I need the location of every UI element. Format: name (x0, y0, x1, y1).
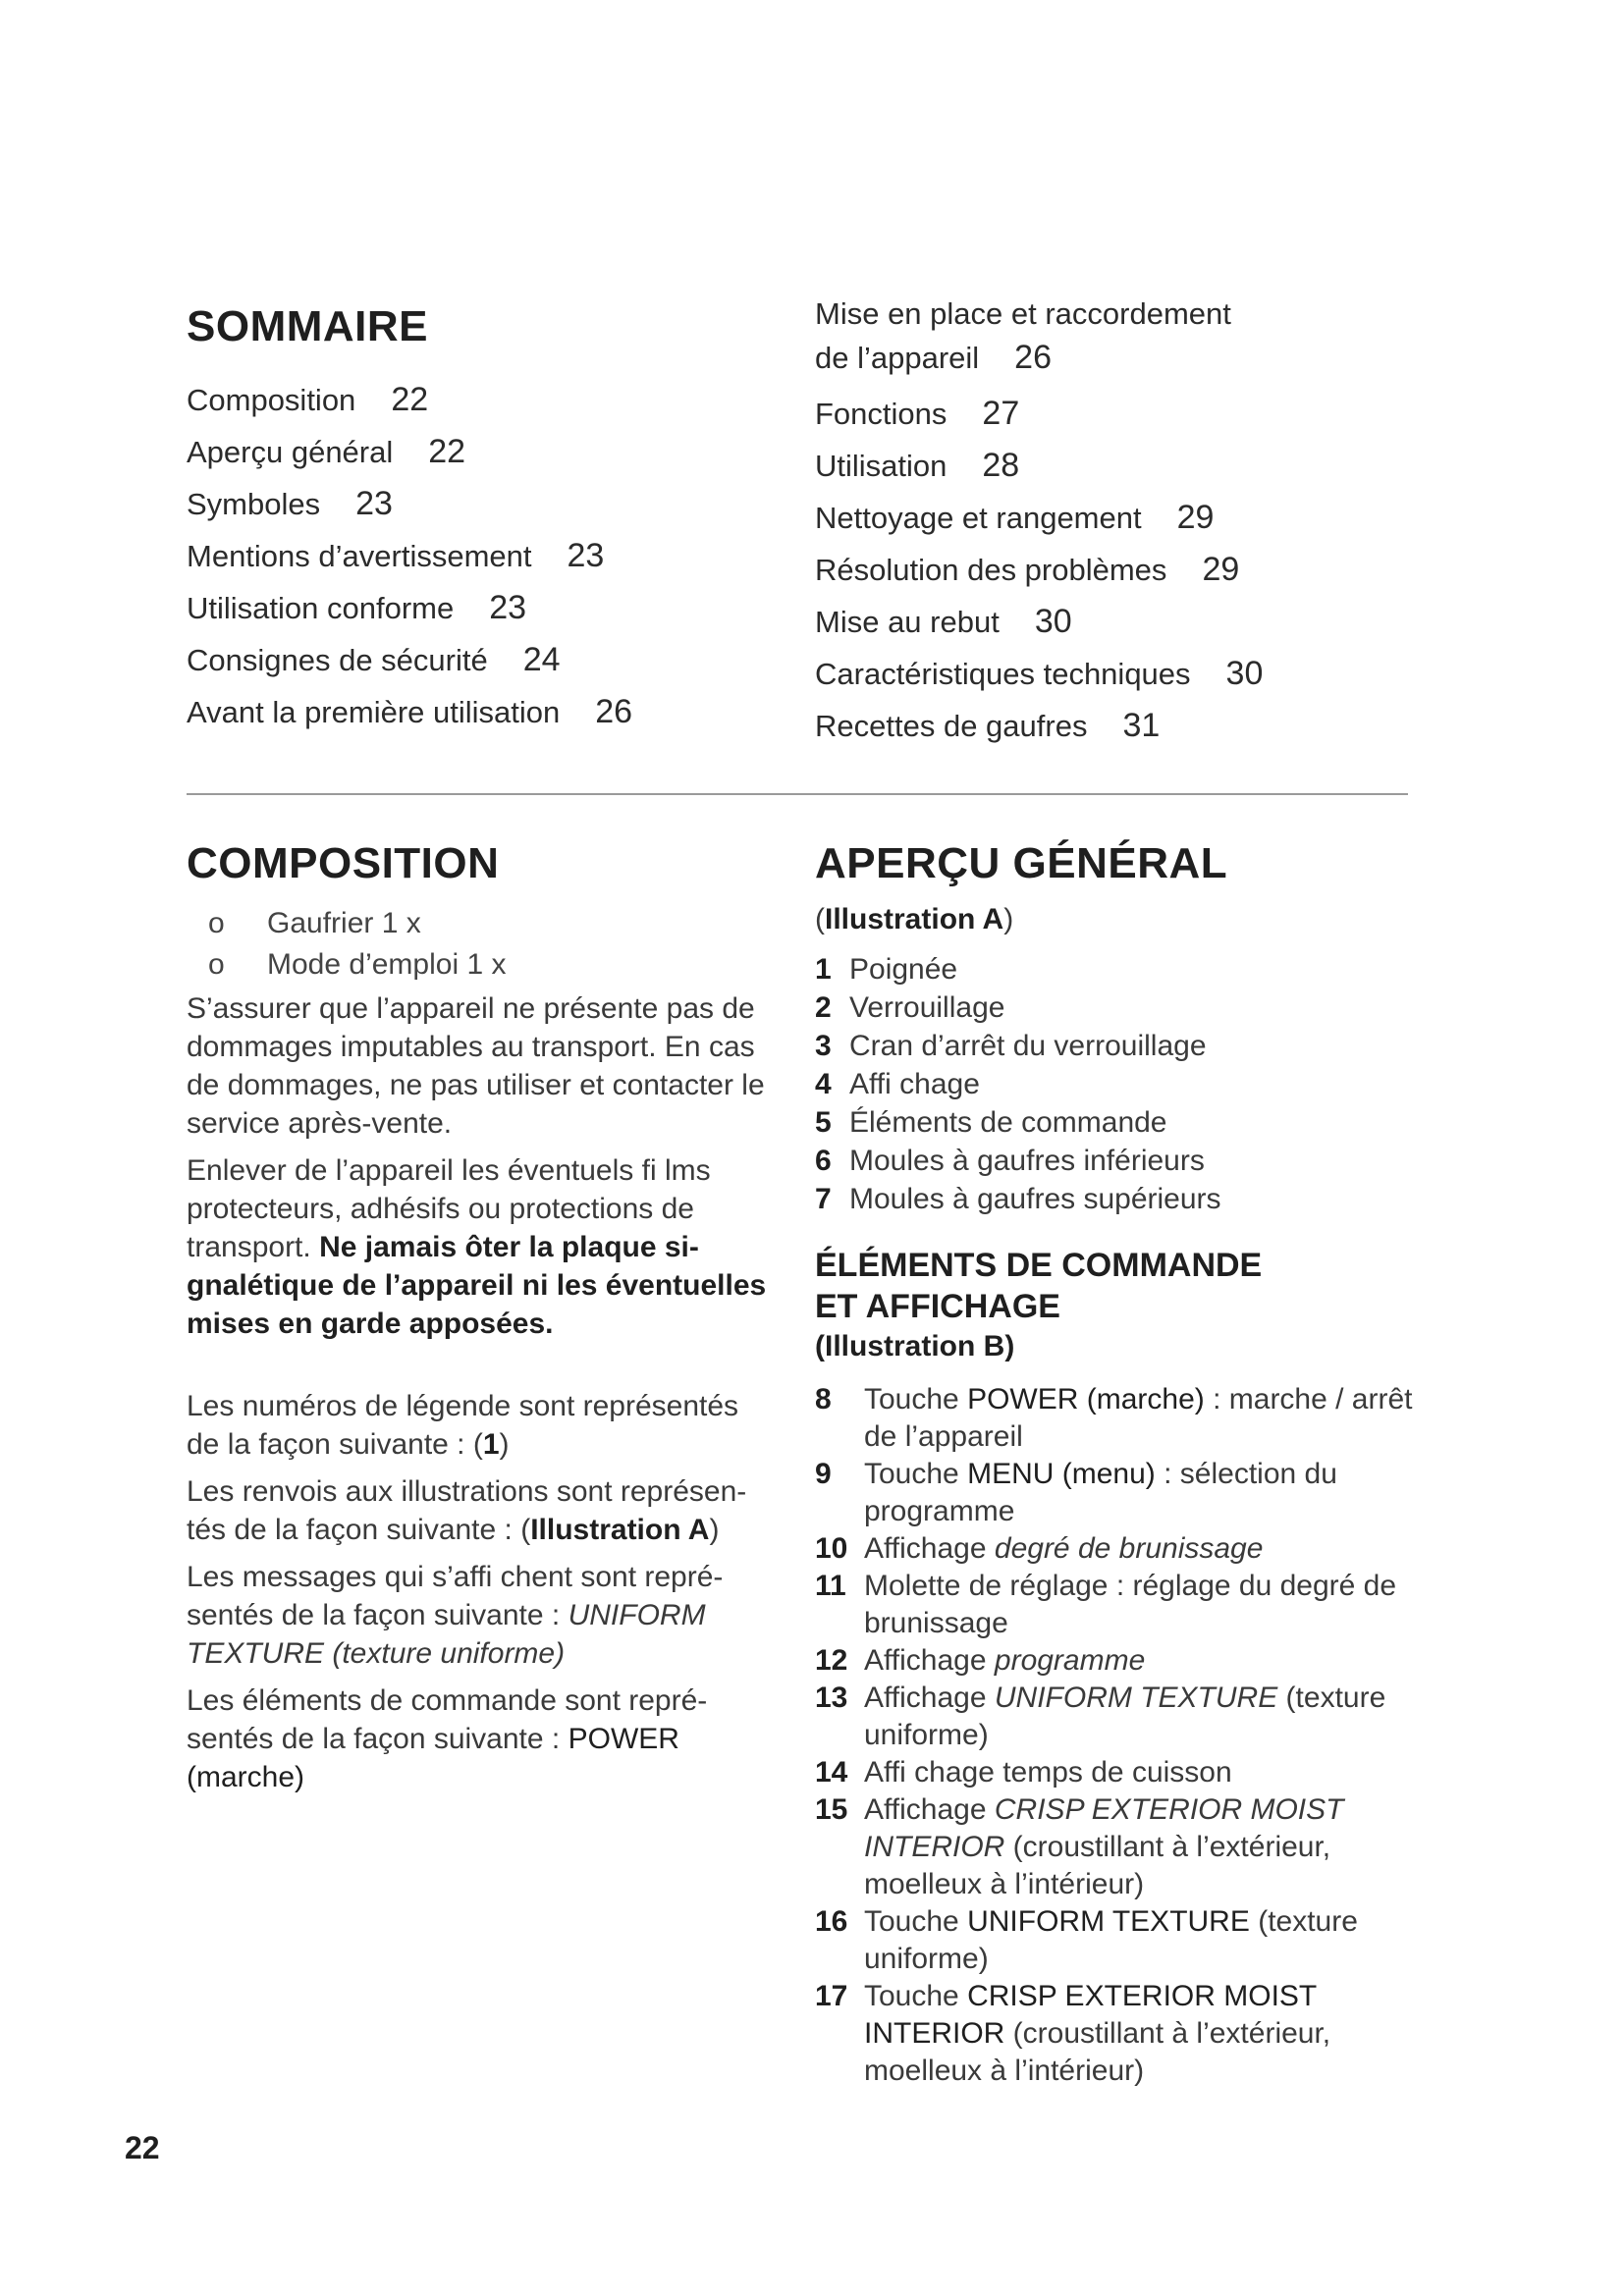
toc-item[interactable]: Caractéristiques techniques 30 (815, 655, 1264, 692)
toc-item[interactable]: Nettoyage et rangement 29 (815, 499, 1215, 536)
list-item: 13 Affichage UNIFORM TEXTURE (texture uniforme) (815, 1682, 1386, 1751)
toc-item[interactable]: Composition 22 (187, 381, 429, 418)
list-item: 5 Éléments de commande (815, 1106, 1167, 1139)
apercu-list (815, 950, 1221, 1218)
elements-list (815, 1381, 1414, 2090)
list-item: 6 Moules à gaufres inférieurs (815, 1145, 1205, 1177)
list-item: 11 Molette de réglage : réglage du degré de brunissage (815, 1570, 1397, 1639)
composition-title: COMPOSITION (187, 839, 500, 887)
list-item: 3 Cran d’arrêt du verrouillage (815, 1030, 1207, 1062)
list-item: 1 Poignée (815, 953, 958, 986)
paragraph: Les messages qui s’affi chent sont repré-sentés de la façon suivante : UNIFORM TEXTURE (texture uniforme) (187, 1561, 724, 1670)
composition-body (187, 989, 776, 1805)
elements-heading: ÉLÉMENTS DE COMMANDE ET AFFICHAGE (Illustration B) (815, 1247, 1263, 1362)
list-item: o Gaufrier 1 x (187, 903, 506, 944)
toc-item[interactable]: Fonctions 27 (815, 395, 1020, 432)
sommaire-title: SOMMAIRE (187, 302, 428, 350)
list-item: 15 Affichage CRISP EXTERIOR MOIST INTERIOR (croustillant à l’extérieur, moelleux à l’intérieur) (815, 1793, 1344, 1900)
toc-left (187, 374, 632, 738)
toc-item[interactable]: Recettes de gaufres 31 (815, 707, 1161, 744)
list-item: 16 Touche UNIFORM TEXTURE (texture uniforme) (815, 1905, 1358, 1975)
bullet-icon: o (208, 907, 225, 939)
toc-right (815, 293, 1263, 752)
list-item: 8 Touche POWER (marche) : marche / arrêt de l’appareil (815, 1383, 1413, 1453)
list-item: o Mode d’emploi 1 x (187, 944, 506, 986)
list-item: 9 Touche MENU (menu) : sélection du programme (815, 1458, 1337, 1527)
toc-item[interactable]: Utilisation 28 (815, 447, 1020, 484)
toc-item[interactable]: Résolution des problèmes 29 (815, 551, 1240, 588)
list-item: 12 Affichage programme (815, 1644, 1146, 1677)
paragraph: S’assurer que l’appareil ne présente pas de dommages imputables au transport. En cas de dommages, ne pas utiliser et contacter le service après-vente. (187, 992, 765, 1140)
page-number: 22 (125, 2130, 160, 2165)
paragraph: Les renvois aux illustrations sont représen-tés de la façon suivante : (Illustration A) (187, 1475, 747, 1546)
list-item: 17 Touche CRISP EXTERIOR MOIST INTERIOR (croustillant à l’extérieur, moelleux à l’intérieur) (815, 1980, 1331, 2087)
paragraph: Les numéros de légende sont représentés de la façon suivante : (1) (187, 1390, 739, 1461)
toc-item[interactable]: Aperçu général 22 (187, 433, 466, 470)
list-item: 10 Affichage degré de brunissage (815, 1532, 1264, 1565)
toc-item[interactable]: Avant la première utilisation 26 (187, 693, 633, 730)
composition-list (187, 903, 506, 986)
list-item: 7 Moules à gaufres supérieurs (815, 1183, 1221, 1215)
section-divider (187, 793, 1408, 795)
paragraph: Enlever de l’appareil les éventuels fi lms protecteurs, adhésifs ou protections de transport. Ne jamais ôter la plaque si-gnalétique de l’appareil ni les éventuelles mises en garde apposées. (187, 1154, 767, 1340)
toc-item[interactable]: Utilisation conforme 23 (187, 589, 527, 626)
toc-item[interactable]: Mise en place et raccordement de l’appareil 26 (815, 296, 1231, 376)
list-item: 14 Affi chage temps de cuisson (815, 1756, 1232, 1789)
apercu-title: APERÇU GÉNÉRAL (815, 839, 1228, 887)
list-item: 4 Affi chage (815, 1068, 980, 1100)
toc-item[interactable]: Mise au rebut 30 (815, 603, 1072, 640)
toc-item[interactable]: Consignes de sécurité 24 (187, 641, 561, 678)
toc-item[interactable]: Mentions d’avertissement 23 (187, 537, 605, 574)
bullet-icon: o (208, 948, 225, 981)
list-item: 2 Verrouillage (815, 991, 1005, 1024)
illustration-ref: (Illustration A) (815, 903, 1014, 935)
paragraph: Les éléments de commande sont repré-sentés de la façon suivante : POWER (marche) (187, 1684, 708, 1793)
toc-item[interactable]: Symboles 23 (187, 485, 393, 522)
